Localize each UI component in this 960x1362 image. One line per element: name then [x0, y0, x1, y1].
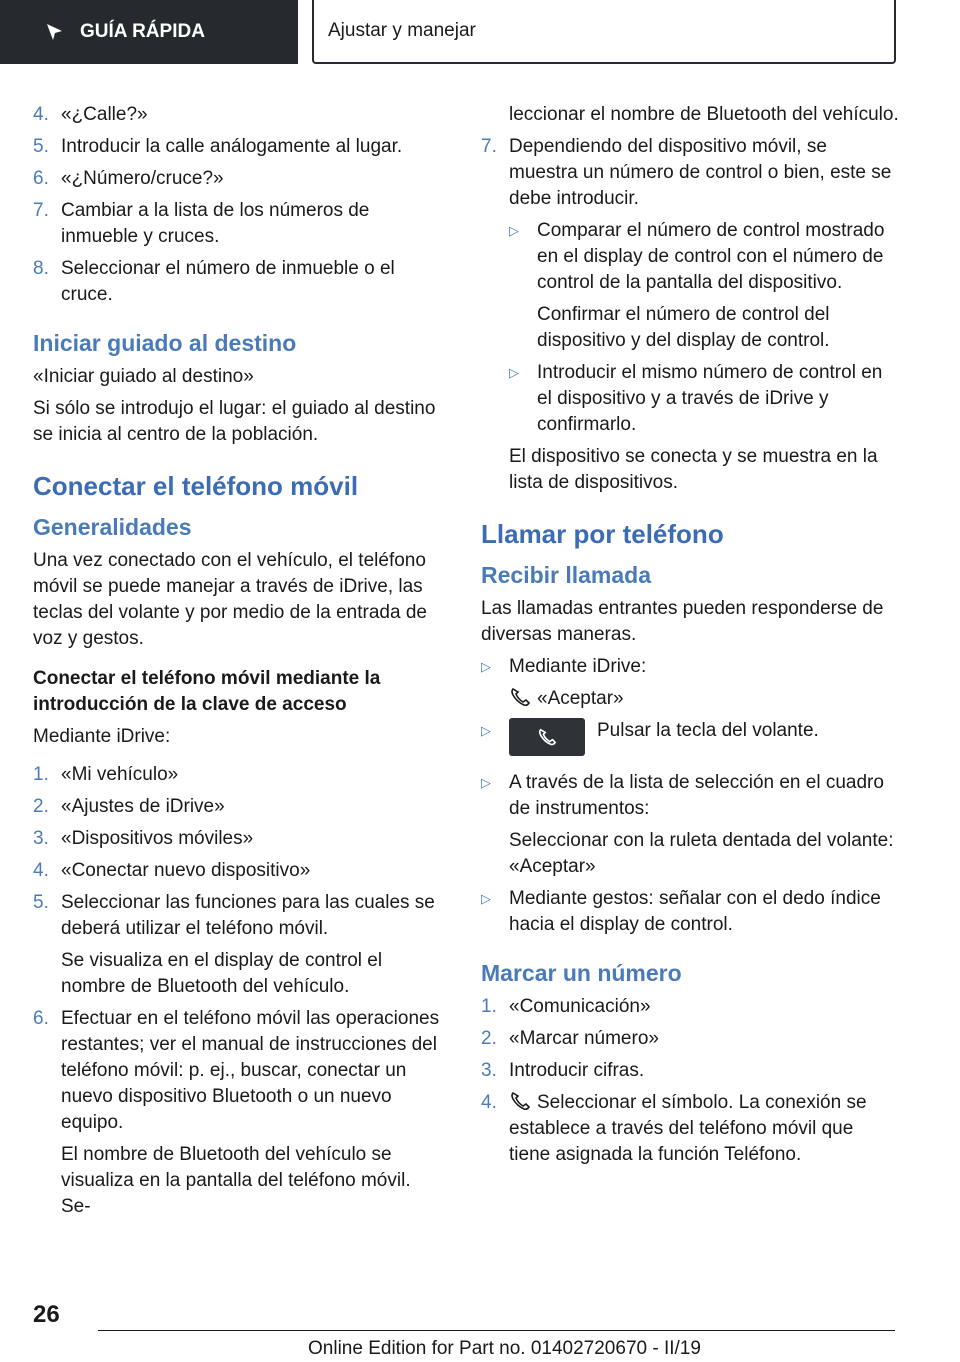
footer-divider: [98, 1330, 895, 1331]
right-column: [481, 102, 899, 1174]
heading-conectar-telefono: Conectar el teléfono móvil: [33, 471, 359, 501]
footer-edition: Online Edition for Part no. 01402720670 - II/19: [308, 1338, 701, 1359]
item-text: «Dispositivos móviles»: [61, 828, 254, 849]
bullet-note-text: «Aceptar»: [537, 688, 624, 709]
item-text: Cambiar a la lista de los números de inmueble y cruces.: [61, 200, 370, 247]
item-text: «¿Número/cruce?»: [61, 168, 224, 189]
item-number: 7.: [481, 136, 497, 157]
heading-clave-acceso: Conectar el teléfono móvil mediante la introducción de la clave de acceso: [33, 668, 381, 715]
list-item: [481, 1058, 899, 1084]
item-number: 4.: [481, 1092, 497, 1113]
triangle-bullet-icon: ▷: [481, 659, 491, 674]
item-text: «Comunicación»: [509, 996, 651, 1017]
bullet-note: Seleccionar con la ruleta dentada del volante: «Aceptar»: [509, 830, 894, 877]
bullet-text: Introducir el mismo número de control en el dispositivo y a través de iDrive y confirmarlo.: [537, 362, 883, 435]
item-text: Introducir la calle análogamente al lugar.: [61, 136, 403, 157]
triangle-bullet-icon: ▷: [509, 223, 519, 238]
heading-llamar: Llamar por teléfono: [481, 519, 724, 549]
item-number: 7.: [33, 200, 49, 221]
paragraph: Una vez conectado con el vehículo, el teléfono móvil se puede manejar a través de iDrive, las teclas del volante y por medio de la entrada de voz y gestos.: [33, 550, 427, 649]
bullet-item: [481, 770, 899, 822]
list-item: [481, 994, 899, 1020]
item-number: 2.: [33, 796, 49, 817]
paragraph: Si sólo se introdujo el lugar: el guiado al destino se inicia al centro de la población.: [33, 398, 436, 445]
paragraph: El dispositivo se conecta y se muestra en la lista de dispositivos.: [509, 446, 878, 493]
item-number: 8.: [33, 258, 49, 279]
phone-icon: [537, 727, 557, 747]
triangle-bullet-icon: ▷: [481, 891, 491, 906]
bullet-text: Pulsar la tecla del volante.: [597, 720, 819, 741]
item-number: 6.: [33, 1008, 49, 1029]
list-item: [33, 134, 443, 160]
phone-icon: [509, 687, 531, 707]
item-text: «Mi vehículo»: [61, 764, 179, 785]
list-item-note: leccionar el nombre de Bluetooth del vehículo.: [509, 104, 899, 125]
quick-guide-icon: [44, 21, 66, 43]
bullet-item: [509, 360, 899, 438]
heading-iniciar-guiado: Iniciar guiado al destino: [33, 330, 297, 356]
bullet-item: [481, 654, 899, 680]
item-number: 3.: [481, 1060, 497, 1081]
list-item: [33, 890, 443, 942]
list-item: [33, 1006, 443, 1136]
header-chapter-tab: [312, 0, 896, 64]
list-item: [481, 1090, 899, 1168]
triangle-bullet-icon: ▷: [481, 775, 491, 790]
item-number: 1.: [481, 996, 497, 1017]
item-text: «Ajustes de iDrive»: [61, 796, 225, 817]
item-text: «Conectar nuevo dispositivo»: [61, 860, 311, 881]
bullet-note: [509, 686, 899, 712]
page-number: 26: [33, 1301, 60, 1328]
bullet-text: Mediante gestos: señalar con el dedo índice hacia el display de control.: [509, 888, 881, 935]
list-item: [33, 256, 443, 308]
item-number: 1.: [33, 764, 49, 785]
item-number: 6.: [33, 168, 49, 189]
triangle-bullet-icon: ▷: [481, 723, 491, 738]
item-text: Seleccionar el número de inmueble o el cruce.: [61, 258, 395, 305]
header-chapter-title: Ajustar y manejar: [328, 20, 476, 41]
list-item: [33, 762, 443, 788]
list-item: [33, 794, 443, 820]
list-item: [33, 826, 443, 852]
heading-recibir-llamada: Recibir llamada: [481, 562, 652, 588]
paragraph: Mediante iDrive:: [33, 726, 171, 747]
left-column: [33, 102, 443, 1226]
item-text: Seleccionar las funciones para las cuales se deberá utilizar el teléfono móvil.: [61, 892, 435, 939]
paragraph: «Iniciar guiado al destino»: [33, 366, 254, 387]
bullet-item: [481, 718, 899, 756]
item-text: Introducir cifras.: [509, 1060, 645, 1081]
item-text: Efectuar en el teléfono móvil las operaciones restantes; ver el manual de instrucciones del teléfono móvil: p. ej., buscar, conectar un nuevo dispositivo Bluetooth o un nuevo equipo.: [61, 1008, 440, 1133]
heading-marcar-numero: Marcar un número: [481, 960, 682, 986]
bullet-item: [509, 218, 899, 296]
list-item-note: El nombre de Bluetooth del vehículo se visualiza en la pantalla del teléfono móvil. Se-: [61, 1144, 411, 1217]
item-text: Dependiendo del dispositivo móvil, se muestra un número de control o bien, este se debe introducir.: [509, 136, 892, 209]
phone-icon: [509, 1091, 531, 1111]
item-number: 4.: [33, 860, 49, 881]
list-item: [33, 166, 443, 192]
list-item: [33, 198, 443, 250]
heading-generalidades: Generalidades: [33, 514, 192, 540]
item-number: 5.: [33, 136, 49, 157]
list-item-note: Se visualiza en el display de control el nombre de Bluetooth del vehículo.: [61, 950, 383, 997]
bullet-note: Confirmar el número de control del dispositivo y del display de control.: [537, 304, 830, 351]
item-number: 2.: [481, 1028, 497, 1049]
list-item: [481, 134, 899, 212]
bullet-item: [481, 886, 899, 938]
header-section-title: GUÍA RÁPIDA: [80, 21, 205, 42]
list-item: [481, 1026, 899, 1052]
paragraph: Las llamadas entrantes pueden responderse de diversas maneras.: [481, 598, 884, 645]
item-text: «¿Calle?»: [61, 104, 148, 125]
item-text: «Marcar número»: [509, 1028, 659, 1049]
triangle-bullet-icon: ▷: [509, 365, 519, 380]
bullet-text: A través de la lista de selección en el cuadro de instrumentos:: [509, 772, 884, 819]
list-item: [33, 102, 443, 128]
bullet-text: Comparar el número de control mostrado en el display de control con el número de control de la pantalla del dispositivo.: [537, 220, 885, 293]
steering-wheel-phone-button-image: [509, 718, 585, 756]
bullet-text: Mediante iDrive:: [509, 656, 647, 677]
item-number: 5.: [33, 892, 49, 913]
header-section-tab: [0, 0, 298, 64]
item-number: 3.: [33, 828, 49, 849]
list-item: [33, 858, 443, 884]
item-text: Seleccionar el símbolo. La conexión se establece a través del teléfono móvil que tiene asignada la función Teléfono.: [509, 1092, 867, 1165]
item-number: 4.: [33, 104, 49, 125]
